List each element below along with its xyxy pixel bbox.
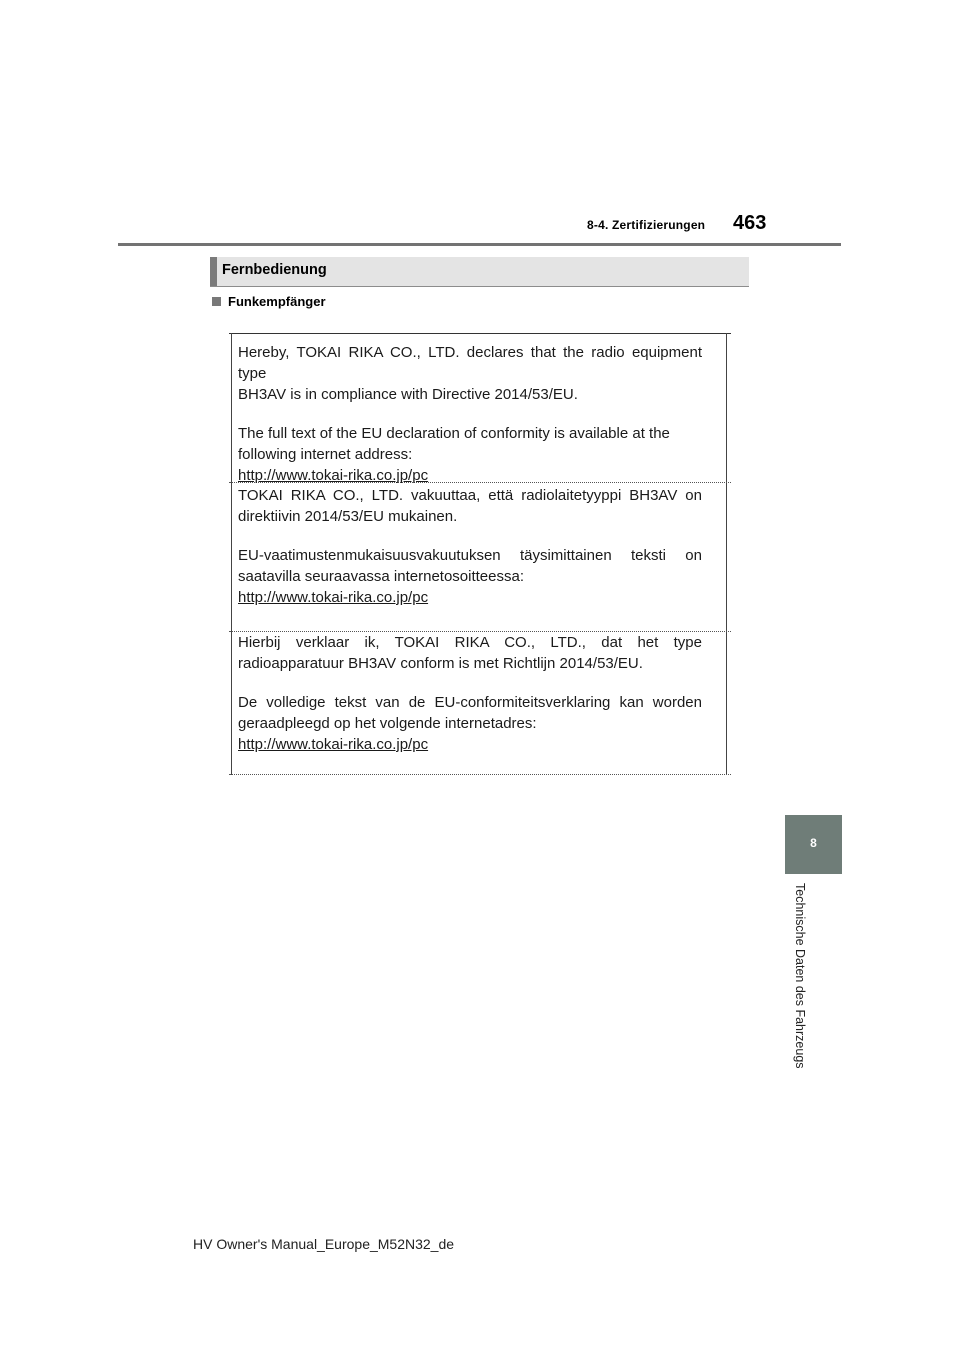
- declaration-dutch: [238, 632, 702, 755]
- box-top-border: [229, 333, 731, 334]
- declaration-text: Hereby, TOKAI RIKA CO., LTD. declares that the radio equipment type: [238, 344, 702, 382]
- declaration-text: following internet address:: [238, 446, 413, 463]
- box-right-border: [726, 333, 727, 775]
- chapter-side-label: Technische Daten des Fahrzeugs: [793, 883, 807, 1069]
- declaration-text: direktiivin 2014/53/EU mukainen.: [238, 508, 458, 525]
- declaration-url-link[interactable]: http://www.tokai-rika.co.jp/pc: [238, 467, 429, 484]
- declaration-english: [238, 342, 702, 486]
- section-heading-accent: [210, 257, 217, 286]
- declaration-text: TOKAI RIKA CO., LTD. vakuuttaa, että radiolaitetyyppi BH3AV on: [238, 487, 702, 504]
- declaration-text: geraadpleegd op het volgende internetadres:: [238, 715, 537, 732]
- page-number: 463: [733, 212, 767, 234]
- box-left-border: [231, 333, 232, 775]
- declaration-text: radioapparatuur BH3AV conform is met Richtlijn 2014/53/EU.: [238, 655, 643, 672]
- subsection-heading: Funkempfänger: [228, 294, 326, 309]
- declaration-text: saatavilla seuraavassa internetosoitteessa:: [238, 568, 524, 585]
- declaration-url-link[interactable]: http://www.tokai-rika.co.jp/pc: [238, 589, 429, 606]
- declaration-finnish: [238, 485, 702, 608]
- header-divider: [118, 243, 841, 246]
- chapter-tab-number: 8: [810, 836, 817, 850]
- declaration-url-link[interactable]: http://www.tokai-rika.co.jp/pc: [238, 736, 429, 753]
- declaration-text: De volledige tekst van de EU-conformiteitsverklaring kan worden: [238, 694, 702, 711]
- page-footer: HV Owner's Manual_Europe_M52N32_de: [193, 1236, 455, 1252]
- declaration-text: Hierbij verklaar ik, TOKAI RIKA CO., LTD., dat het type: [238, 634, 702, 651]
- section-heading: Fernbedienung: [222, 262, 327, 278]
- square-bullet-icon: [212, 297, 221, 306]
- declaration-of-conformity-box: [229, 333, 731, 775]
- chapter-section-title: 8-4. Zertifizierungen: [587, 218, 706, 232]
- box-bottom-border: [229, 774, 731, 775]
- declaration-text: The full text of the EU declaration of conformity is available at the: [238, 425, 670, 442]
- declaration-text: EU-vaatimustenmukaisuusvakuutuksen täysimittainen teksti on: [238, 547, 702, 564]
- declaration-text: BH3AV is in compliance with Directive 2014/53/EU.: [238, 386, 578, 403]
